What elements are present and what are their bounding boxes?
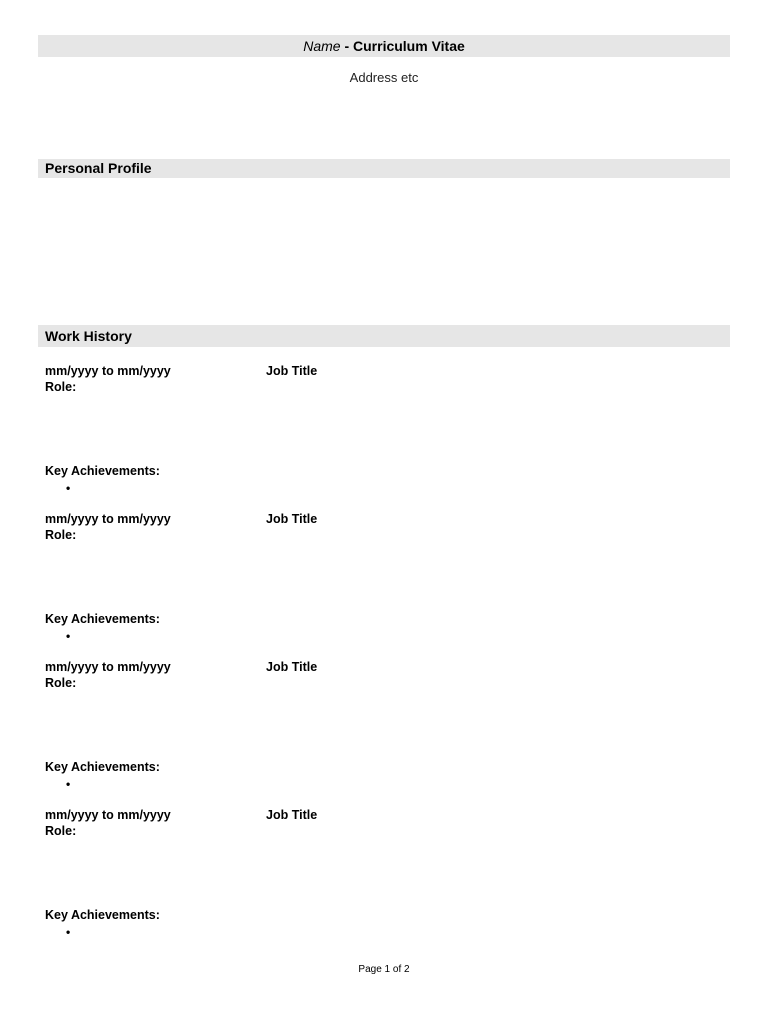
achievement-bullet: • <box>66 925 71 939</box>
cv-title-banner <box>38 35 730 57</box>
job-dates: mm/yyyy to mm/yyyy <box>45 660 171 674</box>
job-role-label: Role: <box>45 676 77 690</box>
job-role-label: Role: <box>45 528 77 542</box>
job-dates: mm/yyyy to mm/yyyy <box>45 512 171 526</box>
job-title: Job Title <box>266 364 318 378</box>
key-achievements-label: Key Achievements: <box>45 464 160 478</box>
job-title: Job Title <box>266 512 318 526</box>
address: Address etc <box>349 70 419 85</box>
achievement-bullet: • <box>66 481 71 495</box>
cv-title: - Curriculum Vitae <box>340 38 465 54</box>
personal-profile-heading: Personal Profile <box>38 159 730 178</box>
key-achievements-label: Key Achievements: <box>45 908 160 922</box>
candidate-name: Name <box>303 38 341 54</box>
job-role-label: Role: <box>45 824 77 838</box>
job-role-label: Role: <box>45 380 77 394</box>
key-achievements-label: Key Achievements: <box>45 760 160 774</box>
page-number: Page 1 of 2 <box>358 964 410 975</box>
achievement-bullet: • <box>66 629 71 643</box>
job-title: Job Title <box>266 660 318 674</box>
job-dates: mm/yyyy to mm/yyyy <box>45 364 171 378</box>
job-dates: mm/yyyy to mm/yyyy <box>45 808 171 822</box>
key-achievements-label: Key Achievements: <box>45 612 160 626</box>
job-title: Job Title <box>266 808 318 822</box>
work-history-heading: Work History <box>38 325 730 347</box>
achievement-bullet: • <box>66 777 71 791</box>
